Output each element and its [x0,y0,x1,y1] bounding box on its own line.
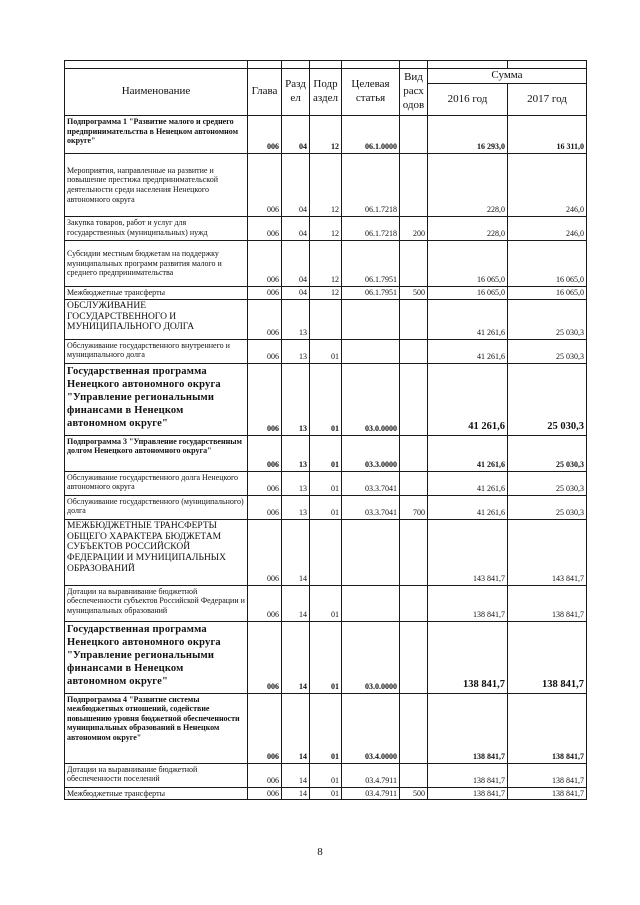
row-2016: 41 261,6 [428,363,508,435]
row-glava: 006 [248,519,282,585]
row-name: Мероприятия, направленные на развитие и повышение престижа предпринимательской деятельности среди населения Ненецкого автономного округа [65,154,248,217]
row-glava: 006 [248,787,282,800]
row-podrazdel: 12 [310,154,342,217]
row-name: Субсидии местным бюджетам на поддержку муниципальных программ развития малого и среднего предпринимательства [65,241,248,287]
table-row [65,241,587,287]
row-target [342,585,400,621]
row-name: Обслуживание государственного долга Ненецкого автономного округа [65,471,248,495]
row-2016: 228,0 [428,217,508,241]
row-podrazdel: 01 [310,363,342,435]
row-razdel: 13 [282,435,310,471]
row-vid [400,299,428,339]
row-razdel: 13 [282,299,310,339]
row-glava: 006 [248,116,282,154]
row-vid [400,339,428,363]
row-name: Обслуживание государственного внутреннего и муниципального долга [65,339,248,363]
page-number: 8 [317,846,323,858]
row-2016: 41 261,6 [428,435,508,471]
header-sum: Сумма [428,69,587,84]
row-target: 03.3.0000 [342,435,400,471]
row-glava: 006 [248,435,282,471]
row-2017: 138 841,7 [508,763,587,787]
table-row [65,299,587,339]
row-vid [400,621,428,693]
row-glava: 006 [248,241,282,287]
row-razdel: 14 [282,621,310,693]
row-podrazdel [310,299,342,339]
header-target: Целевая статья [342,69,400,116]
row-2016: 41 261,6 [428,299,508,339]
row-target: 06.1.7218 [342,217,400,241]
row-2017: 138 841,7 [508,621,587,693]
header-top-row [65,61,587,69]
table-row [65,585,587,621]
row-podrazdel: 01 [310,495,342,519]
row-target: 03.3.7041 [342,495,400,519]
header-blank-cell [342,61,400,69]
row-target [342,299,400,339]
row-2017: 16 311,0 [508,116,587,154]
row-name: Подпрограмма 3 "Управление государственным долгом Ненецкого автономного округа" [65,435,248,471]
row-target: 03.0.0000 [342,363,400,435]
table-row [65,363,587,435]
row-razdel: 14 [282,585,310,621]
table-row [65,116,587,154]
row-2016: 138 841,7 [428,763,508,787]
row-vid [400,585,428,621]
header-blank-cell [65,61,248,69]
header-blank-cell [428,61,508,69]
table-row [65,693,587,763]
row-2016: 138 841,7 [428,585,508,621]
row-vid [400,241,428,287]
header-blank-cell [310,61,342,69]
row-2016: 138 841,7 [428,621,508,693]
row-podrazdel: 01 [310,621,342,693]
table-row [65,621,587,693]
row-2017: 25 030,3 [508,495,587,519]
row-glava: 006 [248,287,282,300]
row-glava: 006 [248,339,282,363]
row-2017: 246,0 [508,217,587,241]
header-2017: 2017 год [508,83,587,115]
row-name: Дотации на выравнивание бюджетной обеспеченности поселений [65,763,248,787]
row-razdel: 04 [282,116,310,154]
row-razdel: 14 [282,519,310,585]
table-row [65,217,587,241]
row-vid [400,435,428,471]
row-vid [400,116,428,154]
row-name: Межбюджетные трансферты [65,287,248,300]
row-name: Подпрограмма 4 "Развитие системы межбюджетных отношений, содействие повышению уровня бюджетной обеспеченности муниципальных образований в Ненецком автономном округе" [65,693,248,763]
row-vid: 200 [400,217,428,241]
row-2016: 16 065,0 [428,241,508,287]
row-target: 03.4.0000 [342,693,400,763]
row-2017: 143 841,7 [508,519,587,585]
row-podrazdel: 01 [310,435,342,471]
table-row [65,339,587,363]
row-2017: 138 841,7 [508,693,587,763]
row-name: Обслуживание государственного (муниципального) долга [65,495,248,519]
table-row [65,154,587,217]
row-2017: 25 030,3 [508,363,587,435]
header-glava: Глава [248,69,282,116]
row-name: Межбюджетные трансферты [65,787,248,800]
row-target [342,339,400,363]
row-glava: 006 [248,495,282,519]
row-podrazdel: 01 [310,339,342,363]
row-razdel: 04 [282,241,310,287]
table-row [65,287,587,300]
table-row [65,495,587,519]
row-target: 06.1.7951 [342,287,400,300]
row-2017: 138 841,7 [508,787,587,800]
row-2017: 16 065,0 [508,287,587,300]
row-podrazdel: 01 [310,585,342,621]
row-podrazdel: 01 [310,763,342,787]
row-2016: 16 065,0 [428,287,508,300]
row-podrazdel [310,519,342,585]
header-blank-cell [248,61,282,69]
row-razdel: 13 [282,339,310,363]
row-target: 03.0.0000 [342,621,400,693]
row-vid [400,763,428,787]
header-razdel: Разд ел [282,69,310,116]
row-2017: 138 841,7 [508,585,587,621]
row-target [342,519,400,585]
row-name: Государственная программа Ненецкого автономного округа "Управление региональными финансами в Ненецком автономном округе" [65,363,248,435]
row-2016: 228,0 [428,154,508,217]
row-glava: 006 [248,154,282,217]
table-row [65,471,587,495]
header-blank-cell [508,61,587,69]
header-blank-cell [282,61,310,69]
row-target: 06.1.7951 [342,241,400,287]
row-name: Подпрограмма 1 "Развитие малого и среднего предпринимательства в Ненецком автономном округе" [65,116,248,154]
row-name: Государственная программа Ненецкого автономного округа "Управление региональными финансами в Ненецком автономном округе" [65,621,248,693]
row-vid: 500 [400,287,428,300]
header-name: Наименование [65,69,248,116]
header-podrazdel: Подр аздел [310,69,342,116]
row-vid [400,471,428,495]
row-2017: 25 030,3 [508,299,587,339]
row-target: 06.1.7218 [342,154,400,217]
row-glava: 006 [248,217,282,241]
row-2016: 138 841,7 [428,787,508,800]
header-vid: Вид расх одов [400,69,428,116]
header-blank-cell [400,61,428,69]
row-glava: 006 [248,693,282,763]
row-razdel: 13 [282,363,310,435]
row-vid: 500 [400,787,428,800]
table-row [65,787,587,800]
row-name: ОБСЛУЖИВАНИЕ ГОСУДАРСТВЕННОГО И МУНИЦИПАЛЬНОГО ДОЛГА [65,299,248,339]
row-2017: 25 030,3 [508,471,587,495]
row-podrazdel: 01 [310,471,342,495]
row-2017: 16 065,0 [508,241,587,287]
row-razdel: 14 [282,763,310,787]
row-target: 03.4.7911 [342,763,400,787]
row-glava: 006 [248,621,282,693]
row-2017: 246,0 [508,154,587,217]
header-row [65,69,587,84]
row-razdel: 14 [282,787,310,800]
row-2016: 143 841,7 [428,519,508,585]
table-row [65,519,587,585]
row-vid [400,363,428,435]
row-target: 03.4.7911 [342,787,400,800]
row-2016: 41 261,6 [428,339,508,363]
row-podrazdel: 12 [310,287,342,300]
row-razdel: 04 [282,154,310,217]
row-razdel: 04 [282,217,310,241]
row-target: 03.3.7041 [342,471,400,495]
row-2017: 25 030,3 [508,339,587,363]
row-glava: 006 [248,299,282,339]
row-glava: 006 [248,585,282,621]
row-vid [400,154,428,217]
row-2017: 25 030,3 [508,435,587,471]
row-podrazdel: 12 [310,217,342,241]
row-2016: 138 841,7 [428,693,508,763]
table-row [65,435,587,471]
row-2016: 16 293,0 [428,116,508,154]
row-glava: 006 [248,763,282,787]
row-vid: 700 [400,495,428,519]
row-2016: 41 261,6 [428,495,508,519]
row-podrazdel: 12 [310,116,342,154]
row-name: МЕЖБЮДЖЕТНЫЕ ТРАНСФЕРТЫ ОБЩЕГО ХАРАКТЕРА БЮДЖЕТАМ СУБЪЕКТОВ РОССИЙСКОЙ ФЕДЕРАЦИИ И МУНИЦИПАЛЬНЫХ ОБРАЗОВАНИЙ [65,519,248,585]
row-name: Закупка товаров, работ и услуг для государственных (муниципальных) нужд [65,217,248,241]
budget-table [64,60,587,800]
row-name: Дотации на выравнивание бюджетной обеспеченности субъектов Российской Федерации и муниципальных образований [65,585,248,621]
row-glava: 006 [248,471,282,495]
row-razdel: 04 [282,287,310,300]
row-vid [400,693,428,763]
row-razdel: 13 [282,471,310,495]
row-podrazdel: 12 [310,241,342,287]
row-2016: 41 261,6 [428,471,508,495]
row-vid [400,519,428,585]
row-target: 06.1.0000 [342,116,400,154]
row-podrazdel: 01 [310,693,342,763]
row-glava: 006 [248,363,282,435]
row-razdel: 13 [282,495,310,519]
table-row [65,763,587,787]
row-podrazdel: 01 [310,787,342,800]
header-2016: 2016 год [428,83,508,115]
row-razdel: 14 [282,693,310,763]
